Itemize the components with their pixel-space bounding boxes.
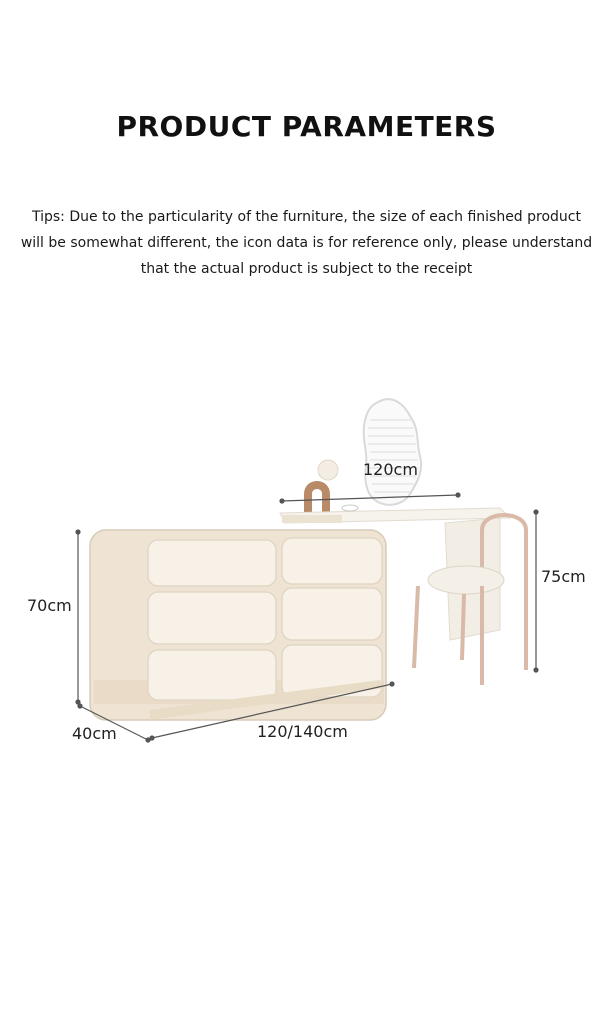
depth-label: 40cm [72,724,117,743]
lamp [308,460,338,518]
page-title: PRODUCT PARAMETERS [116,110,497,143]
chair-height-label: 75cm [541,567,586,586]
product-illustration [0,380,613,780]
tips-text: Tips: Due to the particularity of the furniture, the size of each finished product will be somewhat different, the icon data is for reference only, please understand that the actual product is subject to the receipt [20,209,593,277]
desk-length-label: 120cm [363,460,418,479]
cabinet-length-label: 120/140cm [257,722,348,741]
cabinet [90,530,386,720]
furniture-drawing [0,380,613,780]
cabinet-height-label: 70cm [27,596,72,615]
mirror [364,399,421,505]
